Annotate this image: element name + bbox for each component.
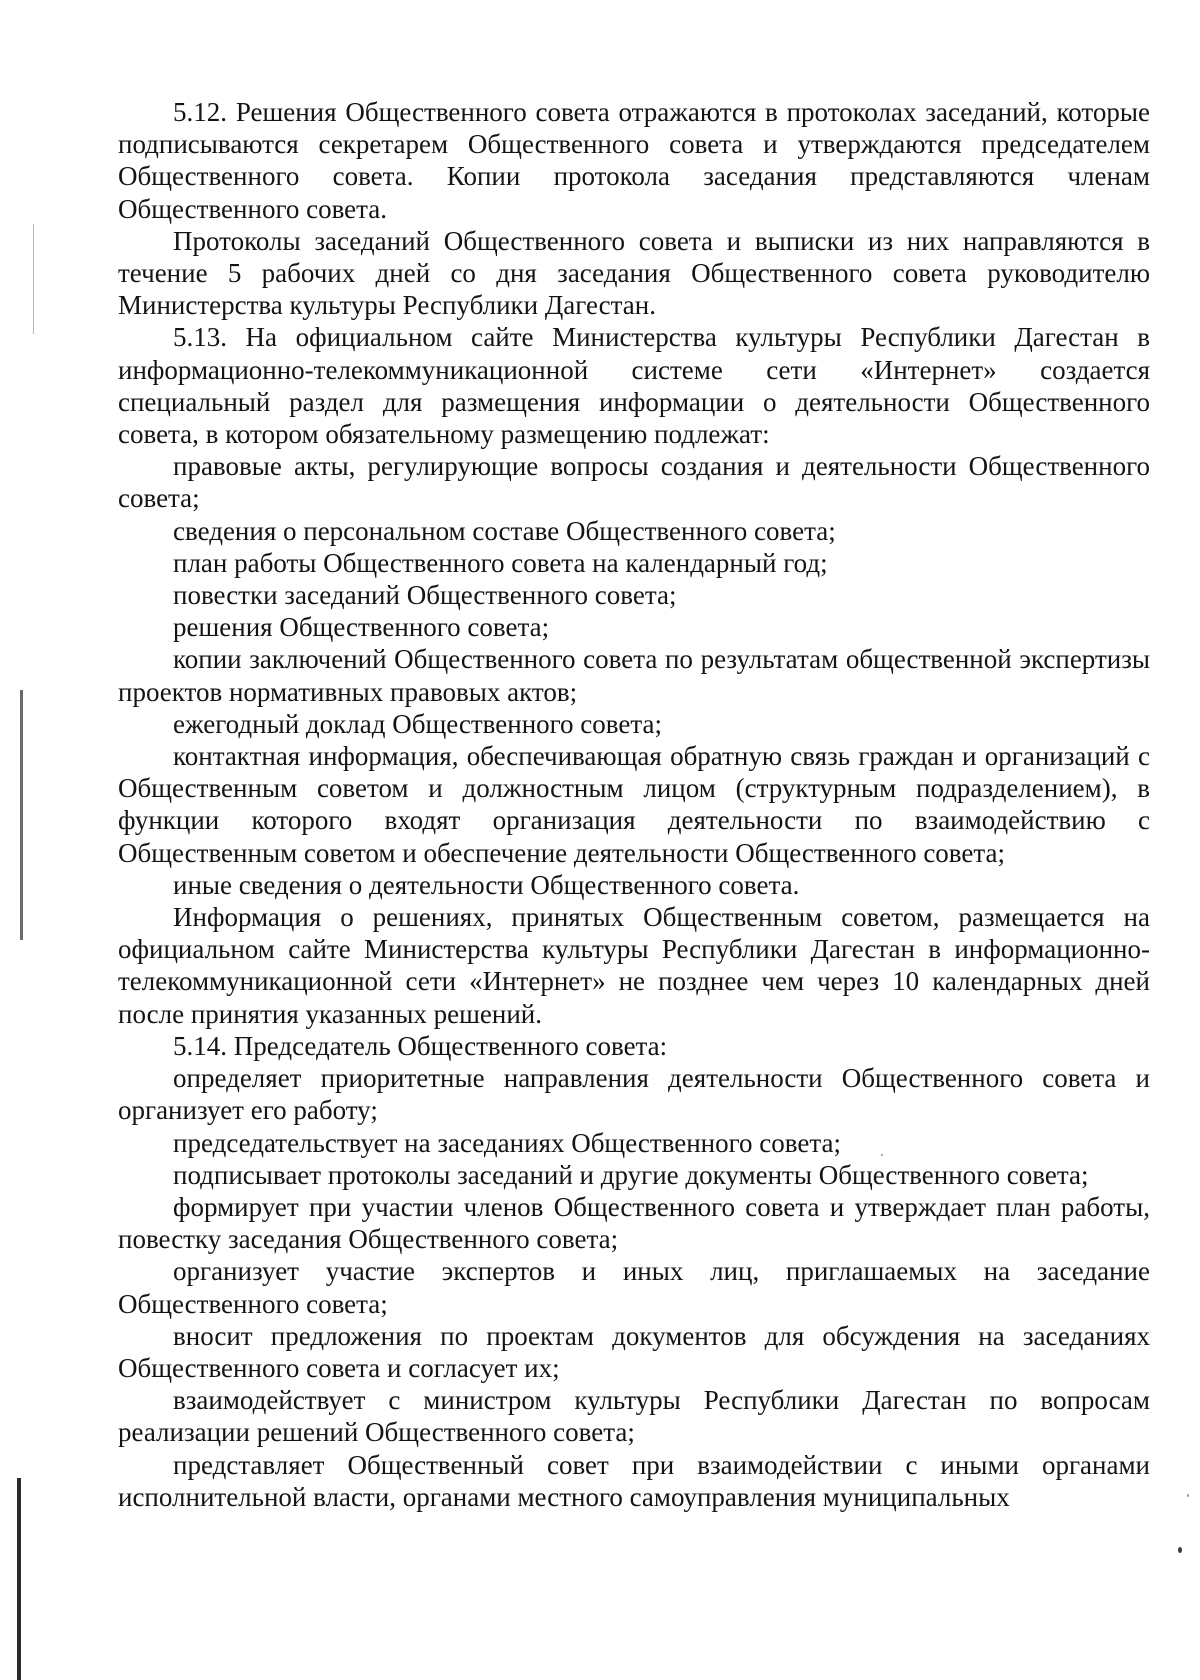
list-item: формирует при участии членов Общественного совета и утверждает план работы, повестку заседания Общественного совета;	[118, 1191, 1150, 1255]
paragraph-5-13: 5.13. На официальном сайте Министерства культуры Республики Дагестан в информационно-телекоммуникационной системе сети «Интернет» создается специальный раздел для размещения информации о деятельности Общественного совета, в котором обязательному размещению подлежат:	[118, 322, 1150, 450]
list-item: сведения о персональном составе Общественного совета;	[173, 515, 836, 546]
list-item: председательствует на заседаниях Общественного совета;	[173, 1127, 841, 1158]
list-item: взаимодействует с министром культуры Республики Дагестан по вопросам реализации решений Общественного совета;	[118, 1385, 1150, 1448]
paragraph-5-12: 5.12. Решения Общественного совета отражаются в протоколах заседаний, которые подписываются секретарем Общественного совета и утверждаются председателем Общественного совета. Копии протокола заседания представляются членам Общественного совета.	[118, 97, 1150, 224]
list-item: иные сведения о деятельности Общественного совета.	[173, 869, 800, 900]
scan-edge-mark	[20, 690, 23, 940]
list-item: план работы Общественного совета на календарный год;	[173, 547, 828, 578]
list-item: решения Общественного совета;	[173, 612, 550, 643]
paragraph-information: Информация о решениях, принятых Общественным советом, размещается на официальном сайте Министерства культуры Республики Дагестан в информационно-телекоммуникационной сети «Интернет» не позднее чем через 10 календарных дней после принятия указанных решений.	[118, 902, 1150, 1029]
list-item: вносит предложения по проектам документов для обсуждения на заседаниях Общественного совета и согласует их;	[118, 1320, 1150, 1383]
list-item: организует участие экспертов и иных лиц, приглашаемых на заседание Общественного совета;	[118, 1256, 1150, 1319]
list-item: ежегодный доклад Общественного совета;	[173, 708, 662, 739]
scan-speck	[1178, 1547, 1182, 1553]
list-item: правовые акты, регулирующие вопросы создания и деятельности Общественного совета;	[118, 451, 1150, 514]
paragraph-5-14: 5.14. Председатель Общественного совета:	[173, 1030, 668, 1061]
scan-edge-mark	[17, 1478, 21, 1680]
list-item: повестки заседаний Общественного совета;	[173, 580, 677, 611]
scan-edge-mark	[33, 224, 34, 334]
scan-speck	[1187, 1494, 1189, 1497]
list-item: копии заключений Общественного совета по результатам общественной экспертизы проектов нормативных правовых актов;	[118, 644, 1150, 707]
document-body	[118, 96, 1150, 1513]
paragraph-protocols: Протоколы заседаний Общественного совета и выписки из них направляются в течение 5 рабочих дней со дня заседания Общественного совета руководителю Министерства культуры Республики Дагестан.	[118, 225, 1150, 321]
list-item: представляет Общественный совет при взаимодействии с иными органами исполнительной власти, органами местного самоуправления муниципальных	[118, 1449, 1150, 1512]
list-item: определяет приоритетные направления деятельности Общественного совета и организует его работу;	[118, 1063, 1150, 1126]
list-item: контактная информация, обеспечивающая обратную связь граждан и организаций с Общественным советом и должностным лицом (структурным подразделением), в функции которого входят организация деятельности по взаимодействию с Общественным советом и обеспечение деятельности Общественного совета;	[118, 741, 1150, 868]
list-item: подписывает протоколы заседаний и другие документы Общественного совета;	[173, 1159, 1089, 1190]
